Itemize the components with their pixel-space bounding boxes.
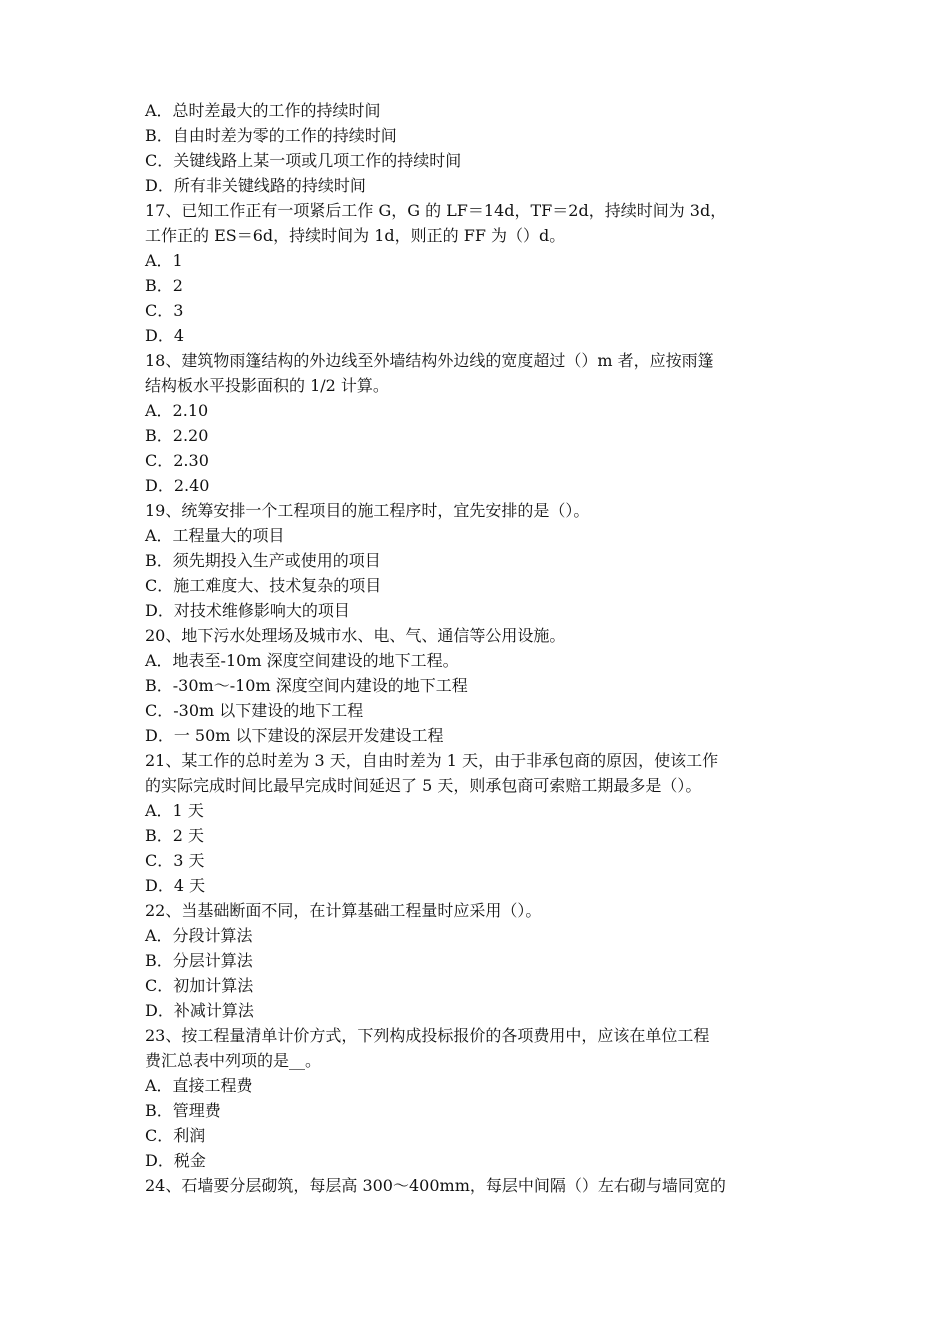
answer-option <box>145 873 815 898</box>
answer-option <box>145 523 815 548</box>
answer-option <box>145 398 815 423</box>
text-line: 工作正的 ES＝6d，持续时间为 1d，则正的 FF 为（）d。 <box>145 226 566 245</box>
text-line: A．1 <box>145 251 183 270</box>
answer-option <box>145 973 815 998</box>
answer-option <box>145 148 815 173</box>
answer-option <box>145 448 815 473</box>
text-line: 结构板水平投影面积的 1/2 计算。 <box>145 376 389 395</box>
answer-option <box>145 848 815 873</box>
answer-option <box>145 1098 815 1123</box>
answer-option <box>145 923 815 948</box>
text-line: C．施工难度大、技术复杂的项目 <box>145 576 382 595</box>
question-stem <box>145 748 815 798</box>
text-line: 20、地下污水处理场及城市水、电、气、通信等公用设施。 <box>145 626 566 645</box>
text-line: B．管理费 <box>145 1101 221 1120</box>
answer-option <box>145 248 815 273</box>
question-stem <box>145 1173 815 1198</box>
answer-option <box>145 998 815 1023</box>
question-stem <box>145 1023 815 1073</box>
answer-option <box>145 723 815 748</box>
answer-option <box>145 323 815 348</box>
text-line: B．2 <box>145 276 183 295</box>
text-line: D．4 天 <box>145 876 206 895</box>
text-line: A．地表至-10m 深度空间建设的地下工程。 <box>145 651 459 670</box>
text-line: B．须先期投入生产或使用的项目 <box>145 551 381 570</box>
text-line: 22、当基础断面不同，在计算基础工程量时应采用（）。 <box>145 901 542 920</box>
text-line: C．2.30 <box>145 451 209 470</box>
text-line: D．对技术维修影响大的项目 <box>145 601 350 620</box>
text-line: 费汇总表中列项的是__。 <box>145 1051 322 1070</box>
answer-option <box>145 798 815 823</box>
text-line: D．所有非关键线路的持续时间 <box>145 176 366 195</box>
text-line: D．税金 <box>145 1151 206 1170</box>
text-line: 24、石墙要分层砌筑，每层高 300～400mm，每层中间隔（）左右砌与墙同宽的 <box>145 1176 726 1195</box>
answer-option <box>145 548 815 573</box>
text-line: B．2 天 <box>145 826 205 845</box>
text-line: C．3 <box>145 301 184 320</box>
text-line: A．工程量大的项目 <box>145 526 285 545</box>
text-line: B．分层计算法 <box>145 951 253 970</box>
text-line: B．2.20 <box>145 426 209 445</box>
answer-option <box>145 423 815 448</box>
text-line: 23、按工程量清单计价方式，下列构成投标报价的各项费用中，应该在单位工程 <box>145 1026 710 1045</box>
text-line: A．1 天 <box>145 801 204 820</box>
text-line: A．总时差最大的工作的持续时间 <box>145 101 381 120</box>
answer-option <box>145 98 815 123</box>
text-line: C．利润 <box>145 1126 206 1145</box>
text-line: 18、建筑物雨篷结构的外边线至外墙结构外边线的宽度超过（）m 者，应按雨篷 <box>145 351 714 370</box>
question-stem <box>145 348 815 398</box>
answer-option <box>145 698 815 723</box>
text-line: A．2.10 <box>145 401 209 420</box>
text-line: B．-30m～-10m 深度空间内建设的地下工程 <box>145 676 468 695</box>
text-line: C．初加计算法 <box>145 976 254 995</box>
question-stem <box>145 498 815 523</box>
text-line: 17、已知工作正有一项紧后工作 G，G 的 LF＝14d，TF＝2d，持续时间为 3d， <box>145 201 727 220</box>
text-line: D．补减计算法 <box>145 1001 254 1020</box>
answer-option <box>145 1073 815 1098</box>
answer-option <box>145 473 815 498</box>
answer-option <box>145 298 815 323</box>
text-line: A．直接工程费 <box>145 1076 253 1095</box>
answer-option <box>145 823 815 848</box>
text-line: D．4 <box>145 326 185 345</box>
answer-option <box>145 948 815 973</box>
question-stem <box>145 623 815 648</box>
text-line: C．-30m 以下建设的地下工程 <box>145 701 364 720</box>
text-line: D．2.40 <box>145 476 210 495</box>
answer-option <box>145 1123 815 1148</box>
answer-option <box>145 123 815 148</box>
text-line: C．关键线路上某一项或几项工作的持续时间 <box>145 151 462 170</box>
text-line: C．3 天 <box>145 851 205 870</box>
question-stem <box>145 198 815 248</box>
answer-option <box>145 673 815 698</box>
question-stem <box>145 898 815 923</box>
text-line: 21、某工作的总时差为 3 天，自由时差为 1 天，由于非承包商的原因，使该工作 <box>145 751 719 770</box>
text-line: A．分段计算法 <box>145 926 253 945</box>
text-line: 的实际完成时间比最早完成时间延迟了 5 天，则承包商可索赔工期最多是（）。 <box>145 776 702 795</box>
text-line: D．一 50m 以下建设的深层开发建设工程 <box>145 726 444 745</box>
answer-option <box>145 598 815 623</box>
answer-option <box>145 273 815 298</box>
answer-option <box>145 1148 815 1173</box>
document-page <box>145 98 815 1198</box>
text-line: 19、统筹安排一个工程项目的施工程序时，宜先安排的是（）。 <box>145 501 590 520</box>
text-line: B．自由时差为零的工作的持续时间 <box>145 126 397 145</box>
answer-option <box>145 173 815 198</box>
answer-option <box>145 573 815 598</box>
answer-option <box>145 648 815 673</box>
